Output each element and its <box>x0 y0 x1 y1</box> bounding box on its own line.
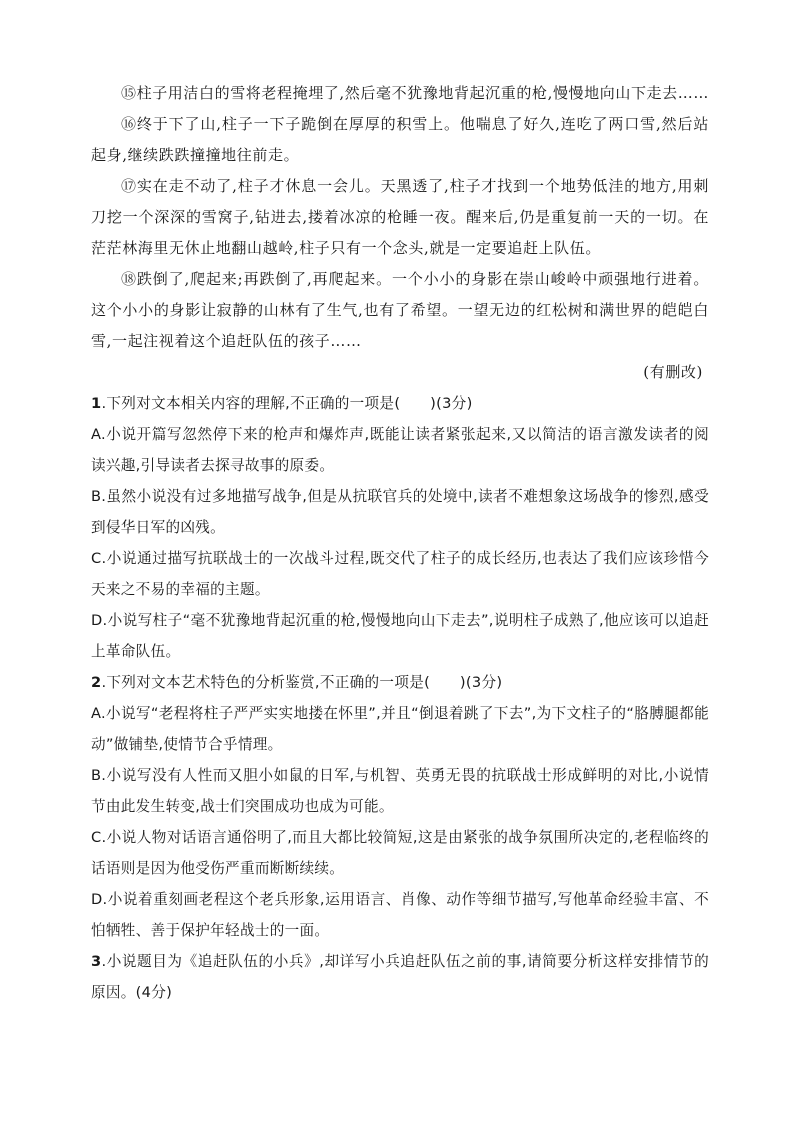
option-a: A.小说写“老程将柱子严严实实地搂在怀里”,并且“倒退着跳了下去”,为下文柱子的“胳膊腿都能动”做铺垫,使情节合乎情理。 <box>91 705 709 753</box>
source-credit: (有删改) <box>643 363 703 381</box>
option-c: C.小说通过描写抗联战士的一次战斗过程,既交代了柱子的成长经历,也表达了我们应该珍惜今天来之不易的幸福的主题。 <box>91 550 709 598</box>
option-b: B.小说写没有人性而又胆小如鼠的日军,与机智、英勇无畏的抗联战士形成鲜明的对比,小说情节由此发生转变,战士们突围成功也成为可能。 <box>91 767 709 815</box>
paragraph-17: ⑰实在走不动了,柱子才休息一会儿。天黑透了,柱子才找到一个地势低洼的地方,用刺刀挖一个深深的雪窝子,钻进去,搂着冰凉的枪睡一夜。醒来后,仍是重复前一天的一切。在茫茫林海里无休止地翻山越岭,柱子只有一个念头,就是一定要追赶上队伍。 <box>91 177 709 257</box>
option-c: C.小说人物对话语言通俗明了,而且大都比较简短,这是由紧张的战争氛围所决定的,老程临终的话语则是因为他受伤严重而断断续续。 <box>91 829 709 877</box>
question-text: .下列对文本相关内容的理解,不正确的一项是( )(3分) <box>101 395 473 412</box>
question-stem <box>91 946 709 1008</box>
paragraph-18: ⑱跌倒了,爬起来;再跌倒了,再爬起来。一个小小的身影在崇山峻岭中顽强地行进着。这个小小的身影让寂静的山林有了生气,也有了希望。一望无边的红松树和满世界的皑皑白雪,一起注视着这个追赶队伍的孩子…… <box>91 270 709 350</box>
story-passage <box>91 78 709 388</box>
paragraph-16: ⑯终于下了山,柱子一下子跪倒在厚厚的积雪上。他喘息了好久,连吃了两口雪,然后站起身,继续跌跌撞撞地往前走。 <box>91 115 709 164</box>
paragraph-15: ⑮柱子用洁白的雪将老程掩埋了,然后毫不犹豫地背起沉重的枪,慢慢地向山下走去…… <box>121 84 709 102</box>
page-content <box>91 78 709 1008</box>
option-d: D.小说写柱子“毫不犹豫地背起沉重的枪,慢慢地向山下走去”,说明柱子成熟了,他应该可以追赶上革命队伍。 <box>91 612 709 660</box>
option-a: A.小说开篇写忽然停下来的枪声和爆炸声,既能让读者紧张起来,又以简洁的语言激发读者的阅读兴趣,引导读者去探寻故事的原委。 <box>91 426 709 474</box>
question-text: .小说题目为《追赶队伍的小兵》,却详写小兵追赶队伍之前的事,请简要分析这样安排情节的原因。(4分) <box>91 953 709 1001</box>
option-b: B.虽然小说没有过多地描写战争,但是从抗联官兵的处境中,读者不难想象这场战争的惨烈,感受到侵华日军的凶残。 <box>91 488 709 536</box>
question-number: 2 <box>91 674 102 691</box>
question-1 <box>91 388 709 667</box>
question-stem <box>91 667 709 698</box>
question-text: .下列对文本艺术特色的分析鉴赏,不正确的一项是( )(3分) <box>101 674 503 691</box>
question-stem <box>91 388 709 419</box>
question-number: 3 <box>91 953 102 970</box>
question-3 <box>91 946 709 1008</box>
question-list <box>91 388 709 1008</box>
question-number: 1 <box>91 395 102 412</box>
question-2 <box>91 667 709 946</box>
option-d: D.小说着重刻画老程这个老兵形象,运用语言、肖像、动作等细节描写,写他革命经验丰富、不怕牺牲、善于保护年轻战士的一面。 <box>91 891 709 939</box>
